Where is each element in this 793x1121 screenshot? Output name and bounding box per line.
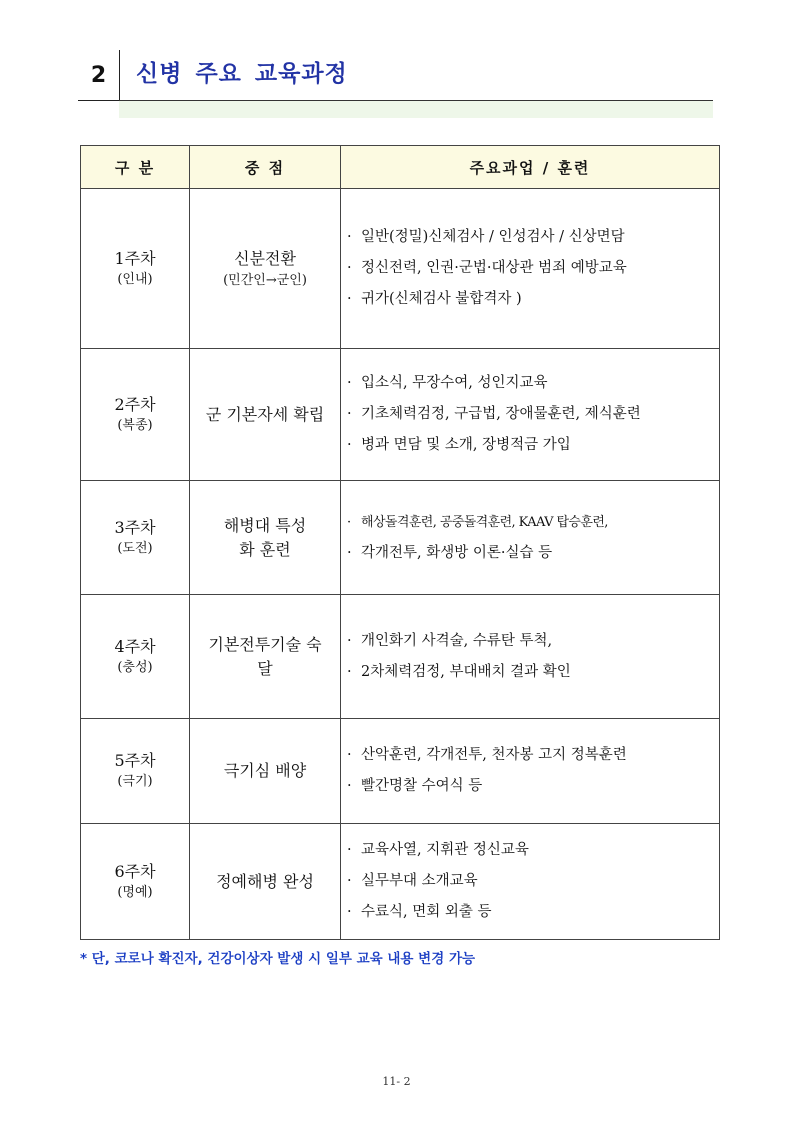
focus-cell [190, 481, 341, 595]
week-virtue: (명예) [117, 884, 153, 900]
list-item: · 입소식, 무장수여, 성인지교육 [347, 375, 548, 391]
list-item: · 일반(정밀)신체검사 / 인성검사 / 신상면담 [347, 229, 625, 245]
header-category: 구 분 [81, 146, 190, 189]
table-row [81, 595, 720, 719]
focus-cell [190, 349, 341, 481]
section-number: 2 [78, 50, 120, 101]
table-row [81, 824, 720, 940]
list-item: · 해상돌격훈련, 공중돌격훈련, KAAV 탑승훈련, [347, 514, 608, 530]
focus-label: 극기심 배양 [223, 761, 307, 780]
week-label: 6주차 [114, 861, 156, 881]
section-title: 신병 주요 교육과정 [136, 61, 348, 87]
list-item: · 실무부대 소개교육 [347, 873, 478, 889]
header-tasks: 주요과업 / 훈련 [341, 146, 720, 189]
list-item: · 귀가(신체검사 불합격자 ) [347, 291, 522, 307]
week-label: 1주차 [114, 248, 156, 268]
section-header [78, 50, 714, 120]
week-cell [81, 719, 190, 824]
focus-label: 기본전투기술 숙달 [208, 634, 322, 678]
table-row [81, 481, 720, 595]
week-cell [81, 481, 190, 595]
table-header-row [81, 146, 720, 189]
list-item: · 각개전투, 화생방 이론·실습 등 [347, 544, 553, 561]
week-label: 5주차 [114, 751, 156, 770]
page-number: 11- 2 [382, 1075, 411, 1088]
list-item: · 개인화기 사격술, 수류탄 투척, [347, 632, 553, 649]
list-item: · 교육사열, 지휘관 정신교육 [347, 842, 529, 858]
focus-cell [190, 719, 341, 824]
focus-sub-label: (민간인→군인) [223, 272, 307, 288]
footnote: * 단, 코로나 확진자, 건강이상자 발생 시 일부 교육 내용 변경 가능 [80, 951, 476, 967]
tasks-cell [341, 481, 720, 595]
focus-label: 해병대 특성화 훈련 [223, 515, 307, 559]
week-cell [81, 349, 190, 481]
header-focus: 중 점 [190, 146, 341, 189]
curriculum-table [80, 145, 720, 940]
focus-label: 신분전환 [234, 248, 296, 268]
list-item: · 기초체력검정, 구급법, 장애물훈련, 제식훈련 [347, 406, 641, 422]
focus-label: 군 기본자세 확립 [205, 404, 325, 424]
tasks-cell [341, 595, 720, 719]
table-row [81, 719, 720, 824]
week-label: 2주차 [114, 394, 156, 414]
week-cell [81, 595, 190, 719]
tasks-cell [341, 824, 720, 940]
table-row [81, 349, 720, 481]
week-virtue: (충성) [117, 659, 153, 675]
list-item: · 빨간명찰 수여식 등 [347, 778, 483, 794]
focus-label: 정예해병 완성 [216, 871, 314, 891]
list-item: · 2차체력검정, 부대배치 결과 확인 [347, 663, 571, 680]
focus-cell [190, 824, 341, 940]
tasks-cell [341, 719, 720, 824]
tasks-cell [341, 349, 720, 481]
week-cell [81, 824, 190, 940]
focus-cell [190, 189, 341, 349]
week-label: 3주차 [114, 517, 156, 537]
list-item: · 수료식, 면회 외출 등 [347, 904, 492, 920]
week-virtue: (인내) [117, 271, 153, 287]
week-label: 4주차 [114, 636, 156, 656]
title-shade-band [119, 101, 713, 118]
table-row [81, 189, 720, 349]
focus-cell [190, 595, 341, 719]
week-virtue: (복종) [117, 417, 153, 433]
week-virtue: (극기) [117, 774, 153, 789]
tasks-cell [341, 189, 720, 349]
week-cell [81, 189, 190, 349]
week-virtue: (도전) [117, 540, 153, 556]
list-item: · 산악훈련, 각개전투, 천자봉 고지 정복훈련 [347, 747, 627, 763]
list-item: · 정신전력, 인권·군법·대상관 범죄 예방교육 [347, 260, 627, 276]
list-item: · 병과 면담 및 소개, 장병적금 가입 [347, 437, 571, 453]
